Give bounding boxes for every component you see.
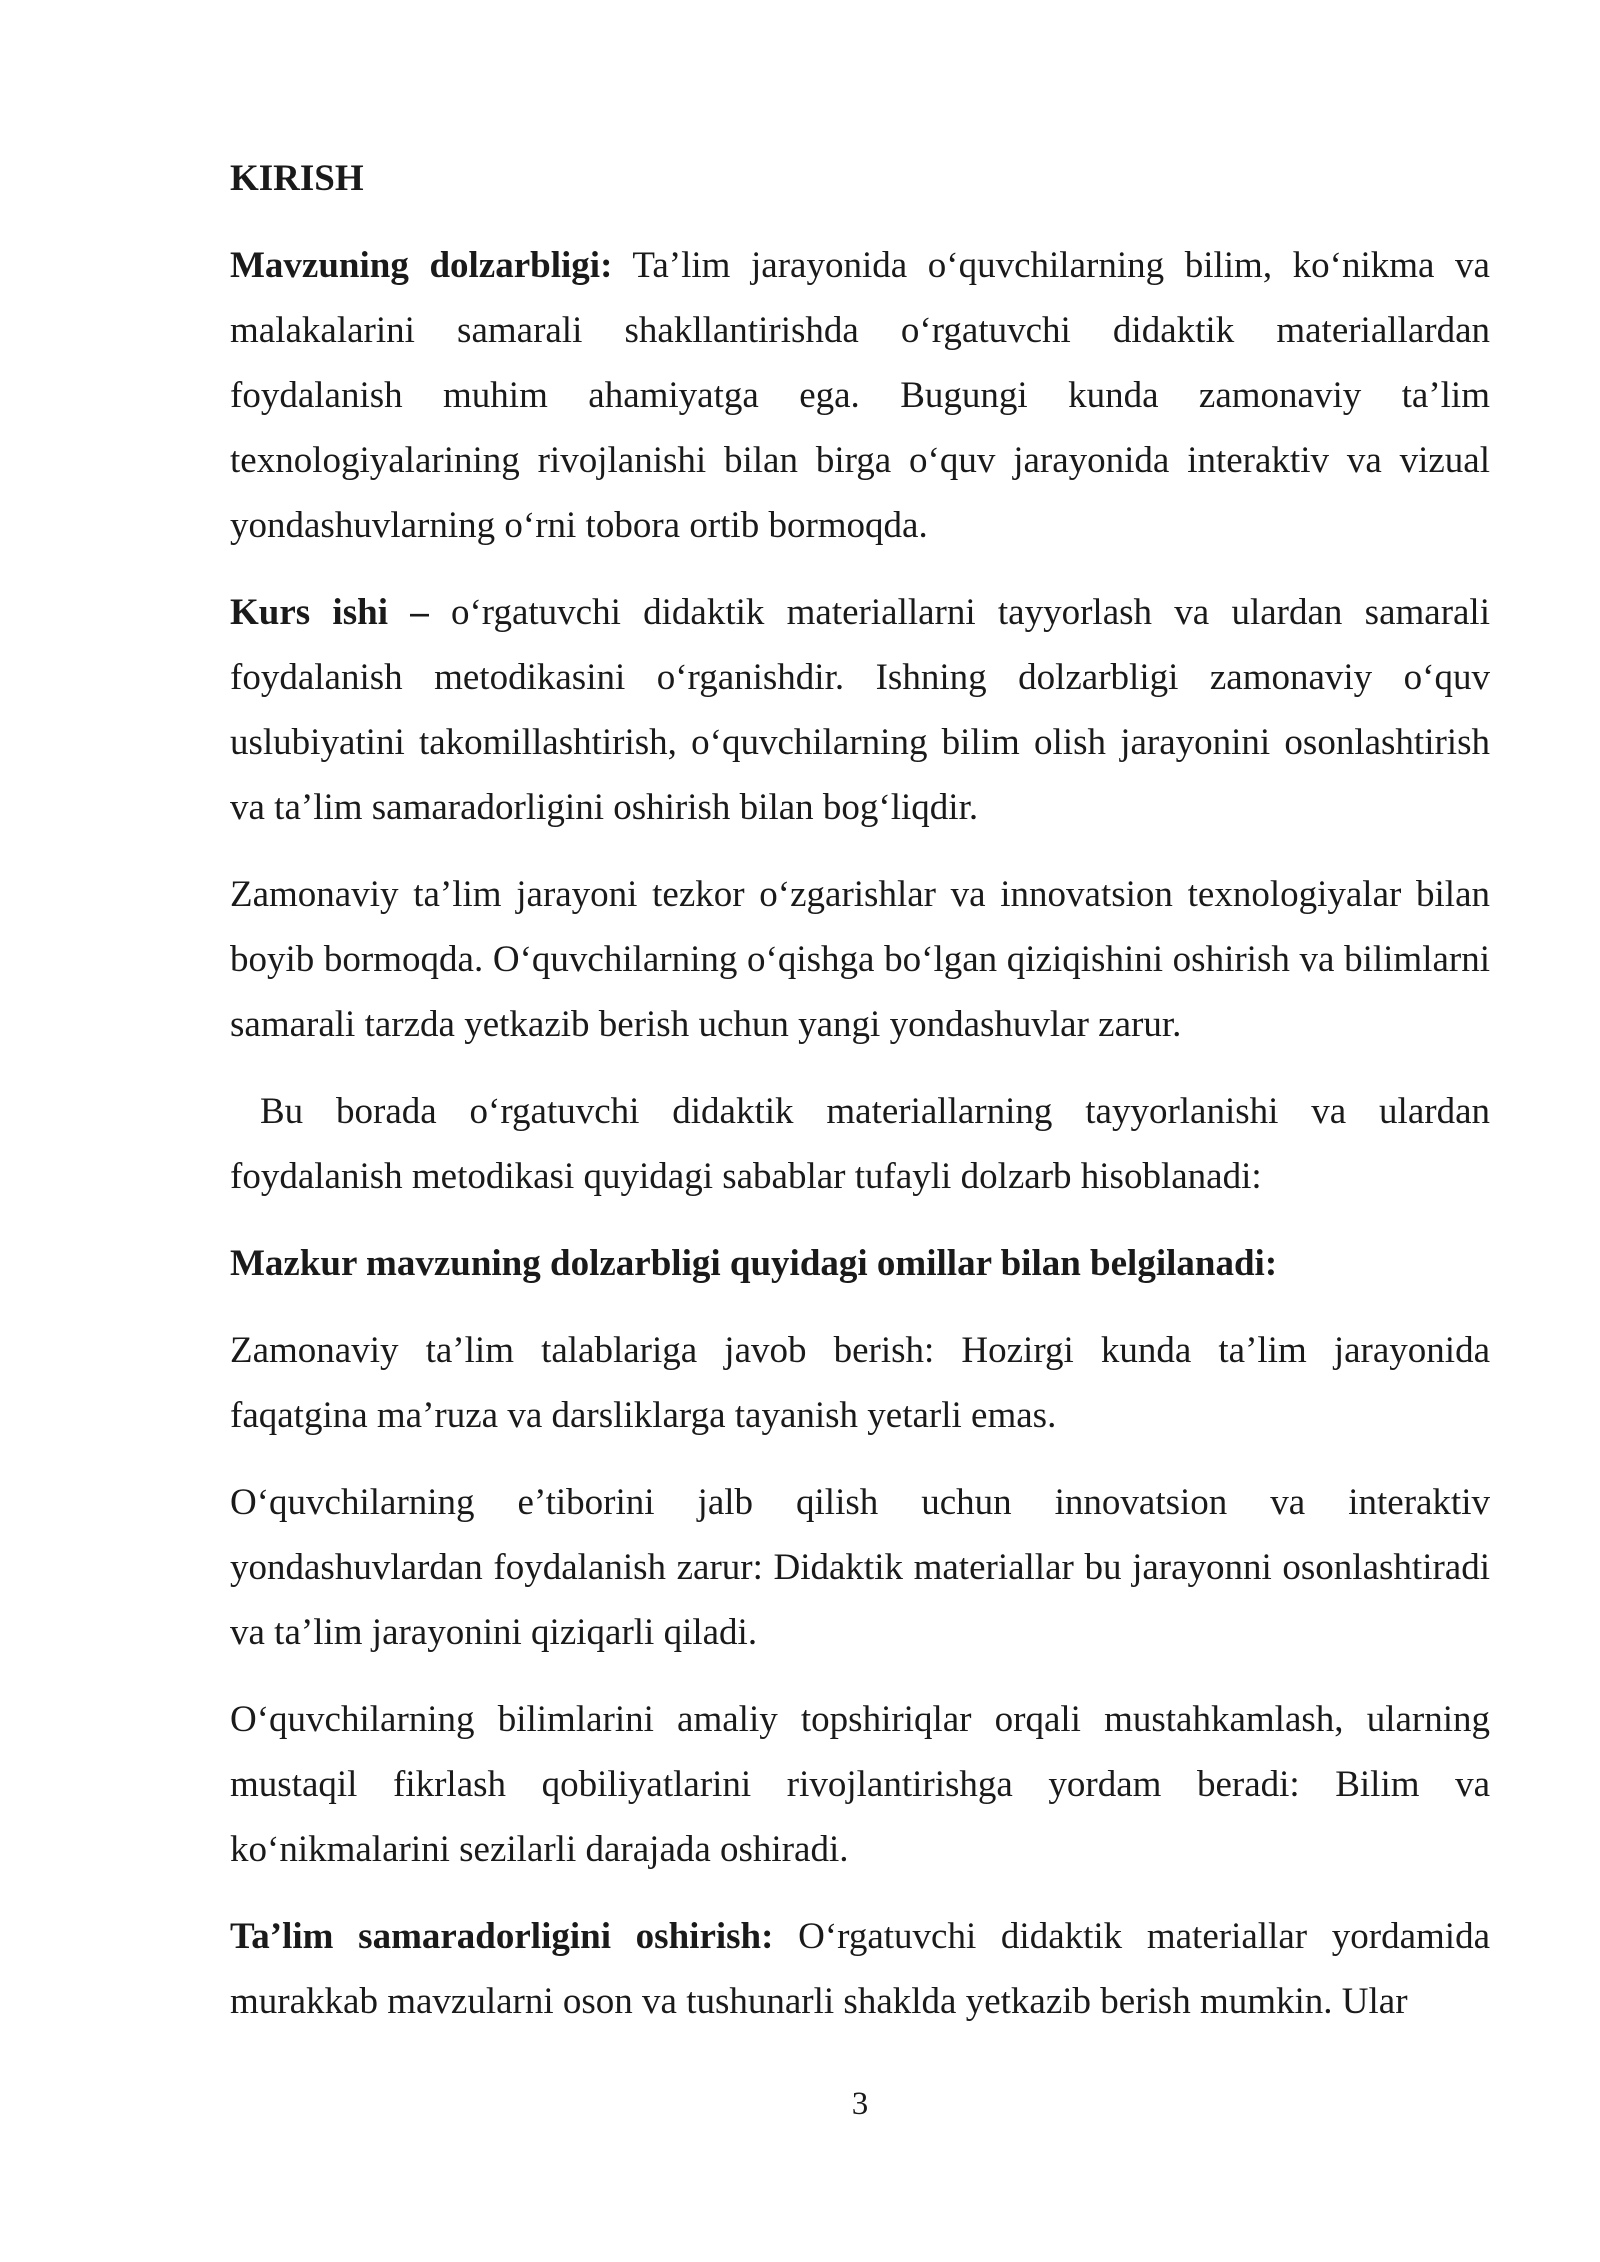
paragraph-lead: Ta’lim samaradorligini oshirish: xyxy=(230,1916,774,1957)
paragraph-lead: Kurs ishi – xyxy=(230,592,429,633)
paragraph-practical: O‘quvchilarning bilimlarini amaliy topshiriqlar orqali mustahkamlash, ularning mustaqil fikrlash qobiliyatlarini rivojlantirishga yordam beradi: Bilim va ko‘nikmalarini sezilarli darajada oshiradi. xyxy=(230,1699,1490,1870)
page-number: 3 xyxy=(851,2086,869,2122)
paragraph-modern-education: Zamonaviy ta’lim jarayoni tezkor o‘zgarishlar va innovatsion texnologiyalar bilan boyib bormoqda. O‘quvchilarning o‘qishga bo‘lgan qiziqishini oshirish va bilimlarni samarali tarzda yetkazib berish uchun yangi yondashuvlar zarur. xyxy=(230,874,1490,1045)
paragraph-factors-heading: Mazkur mavzuning dolzarbligi quyidagi omillar bilan belgilanadi: xyxy=(230,1243,1278,1284)
paragraph-lead: Mavzuning dolzarbligi: xyxy=(230,245,613,286)
paragraph-efficiency xyxy=(230,1904,1490,2034)
page-content xyxy=(230,146,1490,2056)
paragraph-reasons: Bu borada o‘rgatuvchi didaktik materiallarning tayyorlanishi va ulardan foydalanish metodikasi quyidagi sabablar tufayli dolzarb hisoblanadi: xyxy=(230,1091,1490,1197)
paragraph-text: o‘rgatuvchi didaktik materiallarni tayyorlash va ulardan samarali foydalanish metodikasini o‘rganishdir. Ishning dolzarbligi zamonaviy o‘quv uslubiyatini takomillashtirish, o‘quvchilarning bilim olish jarayonini osonlashtirish va ta’lim samaradorligini oshirish bilan bog‘liqdir. xyxy=(230,592,1490,828)
paragraph-requirements: Zamonaviy ta’lim talablariga javob berish: Hozirgi kunda ta’lim jarayonida faqatgina ma’ruza va darsliklarga tayanish yetarli emas. xyxy=(230,1330,1490,1436)
paragraph-text: Ta’lim jarayonida o‘quvchilarning bilim, ko‘nikma va malakalarini samarali shakllantirishda o‘rgatuvchi didaktik materiallardan foydalanish muhim ahamiyatga ega. Bugungi kunda zamonaviy ta’lim texnologiyalarining rivojlanishi bilan birga o‘quv jarayonida interaktiv va vizual yondashuvlarning o‘rni tobora ortib bormoqda. xyxy=(230,245,1490,546)
paragraph-course-work xyxy=(230,580,1490,840)
section-heading: KIRISH xyxy=(230,158,364,199)
paragraph-relevance xyxy=(230,233,1490,558)
paragraph-attention: O‘quvchilarning e’tiborini jalb qilish uchun innovatsion va interaktiv yondashuvlardan foydalanish zarur: Didaktik materiallar bu jarayonni osonlashtiradi va ta’lim jarayonini qiziqarli qiladi. xyxy=(230,1482,1490,1653)
paragraph-text: O‘rgatuvchi didaktik materiallar yordamida murakkab mavzularni oson va tushunarli shaklda yetkazib berish mumkin. Ular xyxy=(230,1916,1490,2022)
